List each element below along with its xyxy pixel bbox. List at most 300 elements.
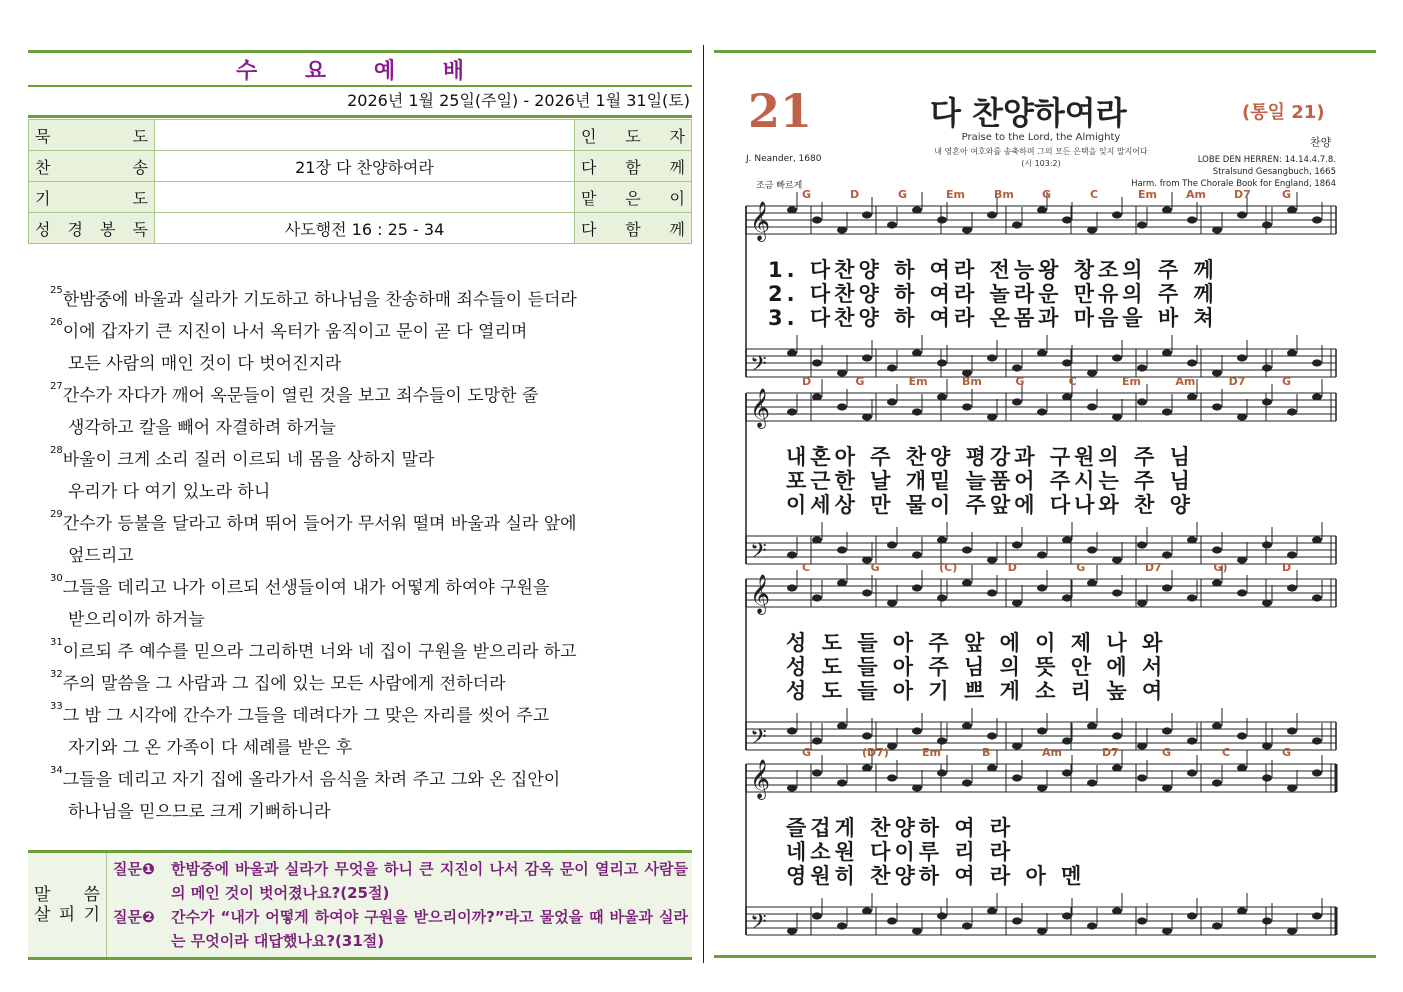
note-head bbox=[937, 912, 947, 919]
note-head bbox=[1212, 722, 1222, 729]
note-head bbox=[1062, 359, 1072, 366]
verse-number: 30 bbox=[50, 573, 63, 584]
note-head bbox=[987, 764, 997, 771]
note-head bbox=[787, 727, 797, 734]
note-head bbox=[1012, 742, 1022, 749]
note-head bbox=[812, 359, 822, 366]
verse-text: 받으리이까 하거늘 bbox=[68, 610, 205, 630]
note-head bbox=[1212, 226, 1222, 233]
note-head bbox=[1112, 764, 1122, 771]
treble-clef-icon: 𝄞 bbox=[750, 574, 771, 614]
note-head bbox=[812, 737, 822, 744]
chord-symbol: G bbox=[1162, 746, 1172, 759]
hymn-tune: LOBE DEN HERREN: 14.14.4.7.8. bbox=[1197, 155, 1336, 165]
note-head bbox=[912, 349, 922, 356]
note-head bbox=[1212, 369, 1222, 376]
note-head bbox=[1037, 206, 1047, 213]
note-head bbox=[1237, 413, 1247, 420]
note-head bbox=[862, 413, 872, 420]
chord-symbol: G bbox=[1042, 188, 1052, 201]
verse bbox=[50, 284, 670, 316]
note-head bbox=[1012, 541, 1022, 548]
bass-clef-icon: 𝄢 bbox=[750, 910, 767, 940]
verse-text: 그들을 데리고 자기 집에 올라가서 음식을 차려 주고 그와 온 집안이 bbox=[62, 770, 561, 790]
note-head bbox=[787, 584, 797, 591]
chord-symbol: (C) bbox=[939, 561, 958, 574]
note-head bbox=[987, 732, 997, 739]
note-head bbox=[1262, 917, 1272, 924]
note-head bbox=[962, 579, 972, 586]
note-head bbox=[962, 226, 972, 233]
note-head bbox=[937, 359, 947, 366]
hymn-lyric-line: 3. 다찬양 하 여라 온몸과 마음을 바 쳐 bbox=[768, 306, 1218, 330]
note-head bbox=[1187, 594, 1197, 601]
note-head bbox=[1237, 211, 1247, 218]
verse-text: 바울이 크게 소리 질러 이르되 네 몸을 상하지 말라 bbox=[62, 450, 435, 470]
note-head bbox=[1187, 216, 1197, 223]
order-item-value bbox=[155, 182, 575, 213]
note-head bbox=[987, 589, 997, 596]
verse-text: 자기와 그 온 가족이 다 세례를 받은 후 bbox=[68, 738, 353, 758]
note-head bbox=[1212, 579, 1222, 586]
hymn-sheet bbox=[742, 84, 1340, 946]
question-item bbox=[113, 857, 688, 905]
note-head bbox=[962, 546, 972, 553]
hymn-lyric-line: 영원히 찬양하 여 라 아 멘 bbox=[786, 864, 1086, 888]
verse bbox=[50, 636, 670, 668]
hymn-tempo: 조금 빠르게 bbox=[756, 181, 803, 191]
verse bbox=[50, 444, 670, 508]
note-head bbox=[1212, 922, 1222, 929]
hymn-author: J. Neander, 1680 bbox=[746, 154, 822, 164]
note-head bbox=[937, 393, 947, 400]
note-head bbox=[1062, 393, 1072, 400]
hymn-lyric-line: 성 도 들 아 기 쁘 게 소 리 높 여 bbox=[786, 679, 1167, 703]
note-head bbox=[1012, 364, 1022, 371]
bass-clef-icon: 𝄢 bbox=[750, 352, 767, 382]
verse bbox=[50, 316, 670, 380]
note-head bbox=[1012, 221, 1022, 228]
verse-number: 27 bbox=[50, 381, 63, 392]
note-head bbox=[787, 927, 797, 934]
verse-number: 28 bbox=[50, 445, 63, 456]
note-head bbox=[837, 722, 847, 729]
verse-text: 한밤중에 바울과 실라가 기도하고 하나님을 찬송하매 죄수들이 듣더라 bbox=[62, 290, 577, 310]
note-head bbox=[1087, 403, 1097, 410]
note-head bbox=[912, 784, 922, 791]
verse-text: 간수가 자다가 깨어 옥문들이 열린 것을 보고 죄수들이 도망한 줄 bbox=[62, 386, 539, 406]
verse-text: 엎드리고 bbox=[68, 546, 134, 566]
chord-symbol: C bbox=[1068, 375, 1077, 388]
note-head bbox=[1237, 589, 1247, 596]
note-head bbox=[1237, 556, 1247, 563]
note-head bbox=[862, 732, 872, 739]
note-head bbox=[1037, 349, 1047, 356]
hymn-title: 다 찬양하여라 bbox=[930, 94, 1127, 132]
question-tag: 질문❷ bbox=[113, 908, 155, 926]
note-head bbox=[1162, 927, 1172, 934]
note-head bbox=[987, 211, 997, 218]
question-text: 간수가 “내가 어떻게 하여야 구원을 받으리이까?”라고 물었을 때 바울과 실라는 무엇이라 대답했나요?(31절) bbox=[171, 908, 688, 950]
note-head bbox=[812, 594, 822, 601]
note-head bbox=[987, 413, 997, 420]
verse-text: 모든 사람의 매인 것이 다 벗어진지라 bbox=[68, 354, 342, 374]
note-head bbox=[1262, 541, 1272, 548]
label-char: 피 bbox=[58, 905, 76, 925]
note-head bbox=[887, 364, 897, 371]
note-head bbox=[862, 354, 872, 361]
chord-symbol: G bbox=[802, 746, 812, 759]
verse-number: 32 bbox=[50, 669, 63, 680]
chord-symbol: G bbox=[1076, 561, 1086, 574]
note-head bbox=[1262, 364, 1272, 371]
note-head bbox=[1187, 912, 1197, 919]
verse bbox=[50, 508, 670, 572]
note-head bbox=[887, 774, 897, 781]
verse-text: 생각하고 칼을 빼어 자결하려 하거늘 bbox=[68, 418, 336, 438]
order-item-value bbox=[155, 120, 575, 151]
order-row bbox=[29, 182, 692, 213]
note-head bbox=[1287, 584, 1297, 591]
hymn-harmony: Harm. from The Chorale Book for England, 1864 bbox=[1131, 179, 1336, 189]
note-head bbox=[1087, 722, 1097, 729]
chord-symbol: D bbox=[850, 188, 860, 201]
hymn-unified-number: (통일 21) bbox=[1242, 102, 1325, 123]
note-head bbox=[837, 546, 847, 553]
verse-text: 우리가 다 여기 있노라 하니 bbox=[68, 482, 271, 502]
hymn-lyric-line: 즐겁게 찬양하 여 라 bbox=[786, 816, 1015, 840]
chord-symbol: G bbox=[1015, 375, 1025, 388]
note-head bbox=[1137, 742, 1147, 749]
label-char: 살 bbox=[34, 905, 51, 925]
note-head bbox=[787, 784, 797, 791]
chord-symbol: C bbox=[1222, 746, 1231, 759]
chord-symbol: G bbox=[855, 375, 865, 388]
chord-symbol: Bm bbox=[994, 188, 1014, 201]
verse bbox=[50, 700, 670, 764]
note-head bbox=[1137, 774, 1147, 781]
hymn-reference: (시 103:2) bbox=[1021, 159, 1061, 168]
note-head bbox=[1012, 774, 1022, 781]
note-head bbox=[1237, 732, 1247, 739]
verse bbox=[50, 380, 670, 444]
note-head bbox=[837, 226, 847, 233]
note-head bbox=[1062, 737, 1072, 744]
order-item-leader: 맡 은 이 bbox=[575, 182, 692, 213]
note-head bbox=[1112, 907, 1122, 914]
note-head bbox=[1037, 727, 1047, 734]
label-char: 씀 bbox=[83, 885, 100, 905]
note-head bbox=[862, 764, 872, 771]
chord-symbol: Em bbox=[922, 746, 941, 759]
note-head bbox=[1187, 769, 1197, 776]
verse bbox=[50, 668, 670, 700]
note-head bbox=[937, 769, 947, 776]
order-row bbox=[29, 151, 692, 182]
bulletin-panel bbox=[28, 50, 692, 244]
note-head bbox=[987, 354, 997, 361]
note-head bbox=[1162, 551, 1172, 558]
note-head bbox=[1037, 408, 1047, 415]
chord-symbol: D bbox=[1282, 561, 1292, 574]
order-item-label: 기 도 bbox=[29, 182, 155, 213]
note-head bbox=[1312, 594, 1322, 601]
chord-symbol: D7 bbox=[1228, 375, 1246, 388]
chord-symbol: (D7) bbox=[862, 746, 889, 759]
note-head bbox=[1287, 206, 1297, 213]
note-head bbox=[1062, 536, 1072, 543]
note-head bbox=[1012, 599, 1022, 606]
order-row bbox=[29, 213, 692, 244]
hymn-lyric-line: 1. 다찬양 하 여라 전능왕 창조의 주 께 bbox=[768, 258, 1218, 282]
note-head bbox=[1187, 737, 1197, 744]
order-row bbox=[29, 120, 692, 151]
hymn-english-title: Praise to the Lord, the Almighty bbox=[961, 132, 1121, 143]
note-head bbox=[1262, 221, 1272, 228]
note-head bbox=[887, 398, 897, 405]
scripture-passage bbox=[50, 284, 670, 828]
note-head bbox=[1287, 727, 1297, 734]
treble-clef-icon: 𝄞 bbox=[750, 759, 771, 799]
chord-symbol: Em bbox=[908, 375, 928, 388]
note-head bbox=[937, 536, 947, 543]
verse-text: 그들을 데리고 나가 이르되 선생들이여 내가 어떻게 하여야 구원을 bbox=[62, 578, 550, 598]
note-head bbox=[1012, 917, 1022, 924]
note-head bbox=[1087, 546, 1097, 553]
note-head bbox=[1287, 349, 1297, 356]
note-head bbox=[1037, 551, 1047, 558]
note-head bbox=[1062, 216, 1072, 223]
note-head bbox=[837, 922, 847, 929]
chord-symbol: C bbox=[1090, 188, 1099, 201]
note-head bbox=[1162, 349, 1172, 356]
note-head bbox=[1062, 594, 1072, 601]
verse bbox=[50, 572, 670, 636]
note-head bbox=[1312, 737, 1322, 744]
note-head bbox=[1137, 221, 1147, 228]
note-head bbox=[1137, 917, 1147, 924]
order-item-label: 묵 도 bbox=[29, 120, 155, 151]
bass-clef-icon: 𝄢 bbox=[750, 539, 767, 569]
note-head bbox=[1262, 774, 1272, 781]
note-head bbox=[1087, 226, 1097, 233]
note-head bbox=[1062, 769, 1072, 776]
chord-symbol: Em bbox=[1138, 188, 1157, 201]
note-head bbox=[1262, 398, 1272, 405]
note-head bbox=[1287, 927, 1297, 934]
hymn-category: 찬양 bbox=[1310, 136, 1332, 149]
note-head bbox=[812, 912, 822, 919]
note-head bbox=[787, 551, 797, 558]
note-head bbox=[1062, 912, 1072, 919]
note-head bbox=[1212, 403, 1222, 410]
treble-clef-icon: 𝄞 bbox=[750, 388, 771, 428]
verse-number: 31 bbox=[50, 637, 63, 648]
note-head bbox=[1162, 784, 1172, 791]
note-head bbox=[1087, 922, 1097, 929]
note-head bbox=[1312, 359, 1322, 366]
note-head bbox=[1187, 393, 1197, 400]
chord-symbol: G bbox=[1282, 746, 1292, 759]
questions-label bbox=[28, 853, 107, 957]
hymn-lyric-line: 포근한 날 개밑 늘품어 주시는 주 님 bbox=[786, 469, 1194, 493]
note-head bbox=[1087, 579, 1097, 586]
note-head bbox=[962, 779, 972, 786]
note-head bbox=[987, 556, 997, 563]
note-head bbox=[862, 907, 872, 914]
note-head bbox=[787, 408, 797, 415]
note-head bbox=[1312, 393, 1322, 400]
note-head bbox=[1112, 589, 1122, 596]
chord-symbol: D bbox=[802, 375, 812, 388]
note-head bbox=[1112, 211, 1122, 218]
note-head bbox=[1137, 599, 1147, 606]
note-head bbox=[1087, 779, 1097, 786]
verse bbox=[50, 764, 670, 828]
date-range: 2026년 1월 25일(주일) - 2026년 1월 31일(토) bbox=[28, 87, 692, 118]
order-item-leader: 인 도 자 bbox=[575, 120, 692, 151]
note-head bbox=[1212, 779, 1222, 786]
note-head bbox=[1312, 216, 1322, 223]
note-head bbox=[912, 408, 922, 415]
chord-symbol: G bbox=[1282, 188, 1292, 201]
note-head bbox=[1112, 732, 1122, 739]
chord-symbol: G bbox=[1282, 375, 1292, 388]
note-head bbox=[1237, 764, 1247, 771]
note-head bbox=[812, 536, 822, 543]
note-head bbox=[937, 216, 947, 223]
hymn-lyric-line: 네소원 다이루 리 라 bbox=[786, 840, 1015, 864]
note-head bbox=[812, 769, 822, 776]
chord-symbol: Em bbox=[946, 188, 965, 201]
note-head bbox=[1287, 784, 1297, 791]
note-head bbox=[912, 727, 922, 734]
note-head bbox=[837, 579, 847, 586]
hymn-lyric-line: 이세상 만 물이 주앞에 다나와 찬 양 bbox=[786, 493, 1194, 517]
chord-symbol: Bm bbox=[962, 375, 982, 388]
order-item-value: 21장 다 찬양하여라 bbox=[155, 151, 575, 182]
note-head bbox=[837, 403, 847, 410]
note-head bbox=[1162, 584, 1172, 591]
note-head bbox=[1037, 784, 1047, 791]
note-head bbox=[1137, 541, 1147, 548]
chord-symbol: G) bbox=[1213, 561, 1228, 574]
verse-number: 33 bbox=[50, 701, 63, 712]
column-divider bbox=[703, 45, 704, 963]
label-char: 기 bbox=[83, 905, 100, 925]
chord-symbol: Am bbox=[1042, 746, 1062, 759]
verse-text: 간수가 등불을 달라고 하며 뛰어 들어가 무서워 떨며 바울과 실라 앞에 bbox=[62, 514, 577, 534]
chord-symbol: D bbox=[1007, 561, 1017, 574]
chord-symbol: D7 bbox=[1234, 188, 1251, 201]
chord-symbol: D7 bbox=[1102, 746, 1119, 759]
note-head bbox=[862, 589, 872, 596]
question-item bbox=[113, 905, 688, 953]
note-head bbox=[1037, 584, 1047, 591]
verse-text: 하나님을 믿으므로 크게 기뻐하니라 bbox=[68, 802, 331, 822]
note-head bbox=[1237, 354, 1247, 361]
chord-symbol: Am bbox=[1186, 188, 1206, 201]
note-head bbox=[1262, 599, 1272, 606]
right-bottom-rule bbox=[714, 955, 1376, 958]
note-head bbox=[837, 369, 847, 376]
note-head bbox=[937, 737, 947, 744]
note-head bbox=[1162, 206, 1172, 213]
note-head bbox=[887, 917, 897, 924]
note-head bbox=[1287, 408, 1297, 415]
verse-text: 주의 말씀을 그 사람과 그 집에 있는 모든 사람에게 전하더라 bbox=[62, 674, 506, 694]
verse-number: 34 bbox=[50, 765, 63, 776]
note-head bbox=[912, 206, 922, 213]
hymn-lyric-line: 2. 다찬양 하 여라 놀라운 만유의 주 께 bbox=[768, 282, 1218, 306]
label-char: 말 bbox=[34, 885, 51, 905]
note-head bbox=[887, 599, 897, 606]
chord-symbol: C bbox=[802, 561, 811, 574]
note-head bbox=[1162, 408, 1172, 415]
note-head bbox=[1112, 354, 1122, 361]
verse-number: 26 bbox=[50, 317, 63, 328]
note-head bbox=[1137, 398, 1147, 405]
note-head bbox=[962, 403, 972, 410]
verse-number: 25 bbox=[50, 285, 63, 296]
note-head bbox=[1312, 912, 1322, 919]
verse-text: 그 밤 그 시각에 간수가 그들을 데려다가 그 맞은 자리를 씻어 주고 bbox=[62, 706, 550, 726]
chord-symbol: B bbox=[982, 746, 991, 759]
treble-clef-icon: 𝄞 bbox=[750, 201, 771, 241]
note-head bbox=[912, 927, 922, 934]
note-head bbox=[1112, 556, 1122, 563]
hymn-tune-source: Stralsund Gesangbuch, 1665 bbox=[1212, 167, 1336, 177]
verse-number: 29 bbox=[50, 509, 63, 520]
service-title: 수 요 예 배 bbox=[28, 53, 692, 87]
note-head bbox=[1012, 398, 1022, 405]
note-head bbox=[1162, 727, 1172, 734]
note-head bbox=[1312, 536, 1322, 543]
note-head bbox=[1312, 769, 1322, 776]
note-head bbox=[887, 541, 897, 548]
hymn-lyric-line: 내혼아 주 찬양 평강과 구원의 주 님 bbox=[786, 445, 1194, 469]
note-head bbox=[787, 349, 797, 356]
hymn-subtitle: 내 영혼아 여호와를 송축하며 그의 모든 은택을 잊지 말지어다 bbox=[934, 147, 1148, 156]
note-head bbox=[1287, 551, 1297, 558]
question-tag: 질문❶ bbox=[113, 860, 155, 878]
order-item-value: 사도행전 16 : 25 - 34 bbox=[155, 213, 575, 244]
chord-symbol: D7 bbox=[1144, 561, 1162, 574]
bass-clef-icon: 𝄢 bbox=[750, 725, 767, 755]
note-head bbox=[1187, 536, 1197, 543]
chord-symbol: G bbox=[898, 188, 908, 201]
note-head bbox=[1087, 369, 1097, 376]
note-head bbox=[937, 594, 947, 601]
note-head bbox=[812, 393, 822, 400]
note-head bbox=[862, 211, 872, 218]
order-item-label: 찬 송 bbox=[29, 151, 155, 182]
note-head bbox=[887, 221, 897, 228]
reflection-questions bbox=[28, 850, 692, 960]
order-item-leader: 다 함 께 bbox=[575, 151, 692, 182]
order-of-service-table bbox=[28, 119, 692, 244]
right-top-rule bbox=[714, 50, 1376, 53]
note-head bbox=[912, 584, 922, 591]
note-head bbox=[812, 216, 822, 223]
hymn-number: 21 bbox=[748, 84, 813, 138]
note-head bbox=[837, 779, 847, 786]
note-head bbox=[1187, 359, 1197, 366]
chord-symbol: Em bbox=[1122, 375, 1141, 388]
note-head bbox=[1212, 546, 1222, 553]
order-item-leader: 다 함 께 bbox=[575, 213, 692, 244]
note-head bbox=[787, 206, 797, 213]
